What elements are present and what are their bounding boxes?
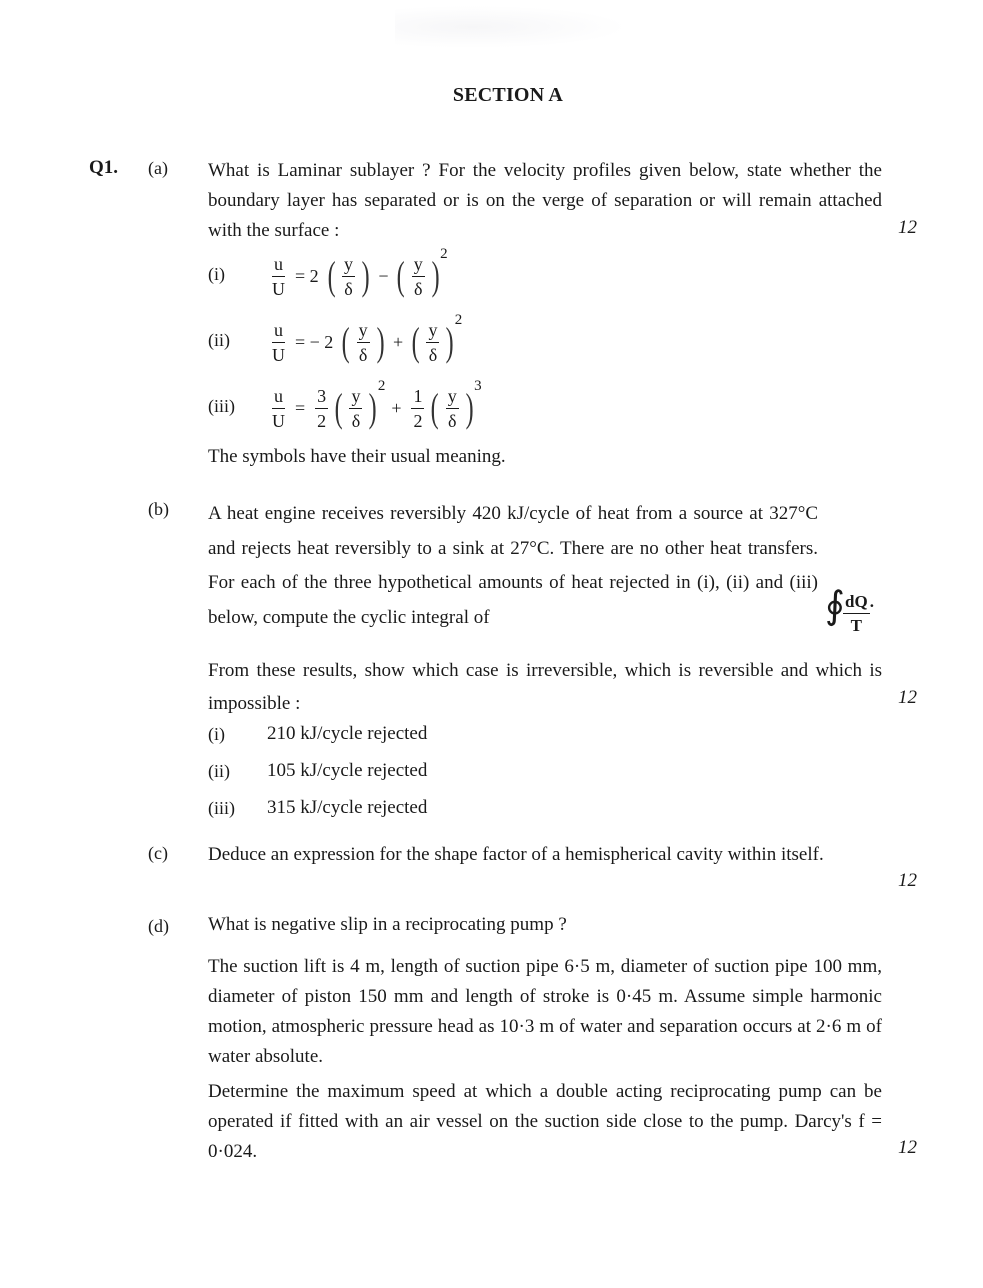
part-d-marks: 12 <box>898 1137 917 1158</box>
part-d-text2: The suction lift is 4 m, length of suction pipe 6·5 m, diameter of suction pipe 100 mm, diameter of piston 150 mm and length of stroke is 0·45 m. Assume simple harmonic motion, atmospheric pressure head as 10·3 m of water and separation occurs at 2·6 m of water absolute. <box>208 956 882 1067</box>
equation-i: $\frac{u}{U}$ = 2 ( $\frac{y}{\delta}$ ) − ( $\frac{y}{\delta}$ ) 2 <box>272 245 448 299</box>
b-item-i-text: 210 kJ/cycle rejected <box>267 723 428 744</box>
b-item-iii-label: (iii) <box>208 798 235 818</box>
eq-i-label: (i) <box>208 264 225 284</box>
part-a-label: (a) <box>148 158 168 178</box>
b-item-i-label: (i) <box>208 724 225 744</box>
part-d-text3: Determine the maximum speed at which a double acting reciprocating pump can be operated if fitted with an air vessel on the suction side close to the pump. Darcy's f = 0·024. <box>208 1081 882 1162</box>
part-a-note: The symbols have their usual meaning. <box>208 446 506 467</box>
part-b-label: (b) <box>148 499 169 519</box>
part-b-text2: From these results, show which case is irreversible, which is reversible and which is impossible : <box>208 660 882 714</box>
eq-ii-label: (ii) <box>208 330 230 350</box>
part-d-label: (d) <box>148 916 169 936</box>
b-item-iii-text: 315 kJ/cycle rejected <box>267 797 428 818</box>
part-a-marks: 12 <box>898 217 917 238</box>
question-number: Q1. <box>89 157 119 178</box>
b-item-ii-text: 105 kJ/cycle rejected <box>267 760 428 781</box>
part-c-marks: 12 <box>898 870 917 891</box>
cyclic-integral-icon: ∮ <box>825 583 845 627</box>
integral-fraction: $\frac{dQ}{T}$ . <box>845 592 874 635</box>
part-c-label: (c) <box>148 843 168 863</box>
equation-iii: $\frac{u}{U}$ = $\frac{3}{2}$ ( $\frac{y}{\delta}$ ) 2 + $\frac{1}{2}$ ( $\frac{y}{\delta}$ ) 3 <box>272 377 482 431</box>
eq-iii-label: (iii) <box>208 396 235 416</box>
part-a-text: What is Laminar sublayer ? For the velocity profiles given below, state whether the boundary layer has separated or is on the verge of separation or will remain attached with the surface : <box>208 160 882 241</box>
bleed-through-artifact <box>395 2 655 52</box>
section-title: SECTION A <box>452 84 564 106</box>
part-b-text: A heat engine receives reversibly 420 kJ/cycle of heat from a source at 327°C and rejects heat reversibly to a sink at 27°C. There are no other heat transfers. For each of the three hypothetical amounts of heat rejected in (i), (ii) and (iii) below, compute the cyclic integral of <box>208 503 818 628</box>
b-item-ii-label: (ii) <box>208 761 230 781</box>
part-d-text: What is negative slip in a reciprocating pump ? <box>208 914 567 935</box>
part-b-marks: 12 <box>898 687 917 708</box>
equation-ii: $\frac{u}{U}$ = − 2 ( $\frac{y}{\delta}$ ) + ( $\frac{y}{\delta}$ ) 2 <box>272 311 463 365</box>
part-c-text: Deduce an expression for the shape factor of a hemispherical cavity within itself. <box>208 844 824 865</box>
